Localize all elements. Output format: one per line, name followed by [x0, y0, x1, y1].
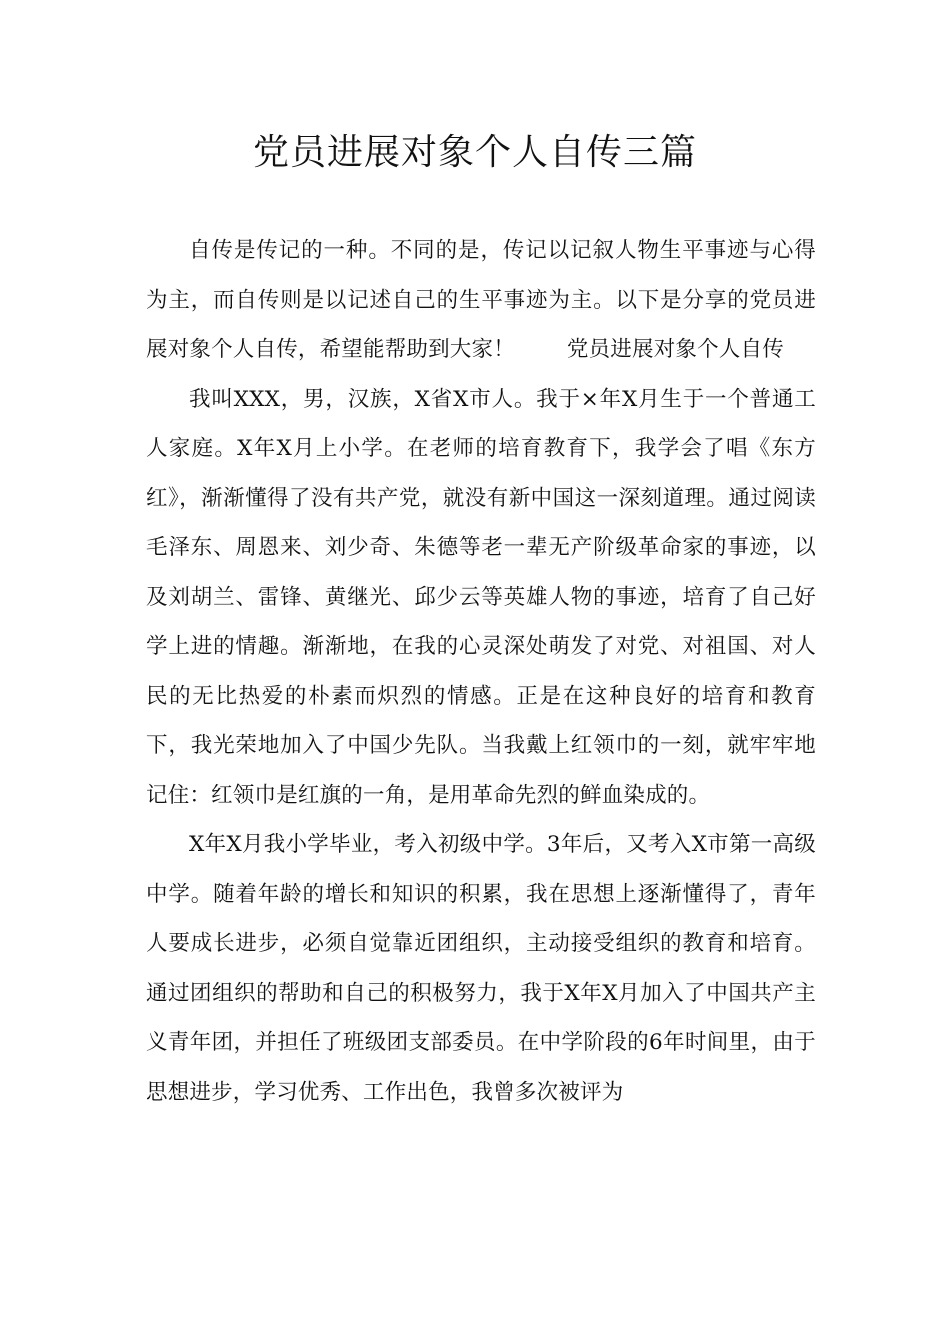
paragraph-intro [146, 226, 816, 375]
document-title: 党员进展对象个人自传三篇 [252, 132, 697, 173]
paragraph-intro-text: 自传是传记的一种。不同的是，传记以记叙人物生平事迹与心得为主，而自传则是以记述自己的生平事迹为主。以下是分享的党员进展对象个人自传，希望能帮助到大家！ [146, 238, 816, 362]
paragraph-intro-heading: 党员进展对象个人自传 [566, 337, 784, 362]
paragraph-childhood: 我叫XXX，男，汉族，X省X市人。我于×年X月生于一个普通工人家庭。X年X月上小学。在老师的培育教育下，我学会了唱《东方红》，渐渐懂得了没有共产党，就没有新中国这一深刻道理。通过阅读毛泽东、周恩来、刘少奇、朱德等老一辈无产阶级革命家的事迹，以及刘胡兰、雷锋、黄继光、邱少云等英雄人物的事迹，培育了自己好学上进的情趣。渐渐地，在我的心灵深处萌发了对党、对祖国、对人民的无比热爱的朴素而炽烈的情感。正是在这种良好的培育和教育下，我光荣地加入了中国少先队。当我戴上红领巾的一刻，就牢牢地记住：红领巾是红旗的一角，是用革命先烈的鲜血染成的。 [146, 386, 816, 808]
document-body [146, 226, 816, 1117]
paragraph-school: X年X月我小学毕业，考入初级中学。3年后，又考入X市第一高级中学。随着年龄的增长和知识的积累，我在思想上逐渐懂得了，青年人要成长进步，必须自觉靠近团组织，主动接受组织的教育和培育。通过团组织的帮助和自己的积极努力，我于X年X月加入了中国共产主义青年团，并担任了班级团支部委员。在中学阶段的6年时间里，由于思想进步，学习优秀、工作出色，我曾多次被评为 [146, 832, 816, 1105]
